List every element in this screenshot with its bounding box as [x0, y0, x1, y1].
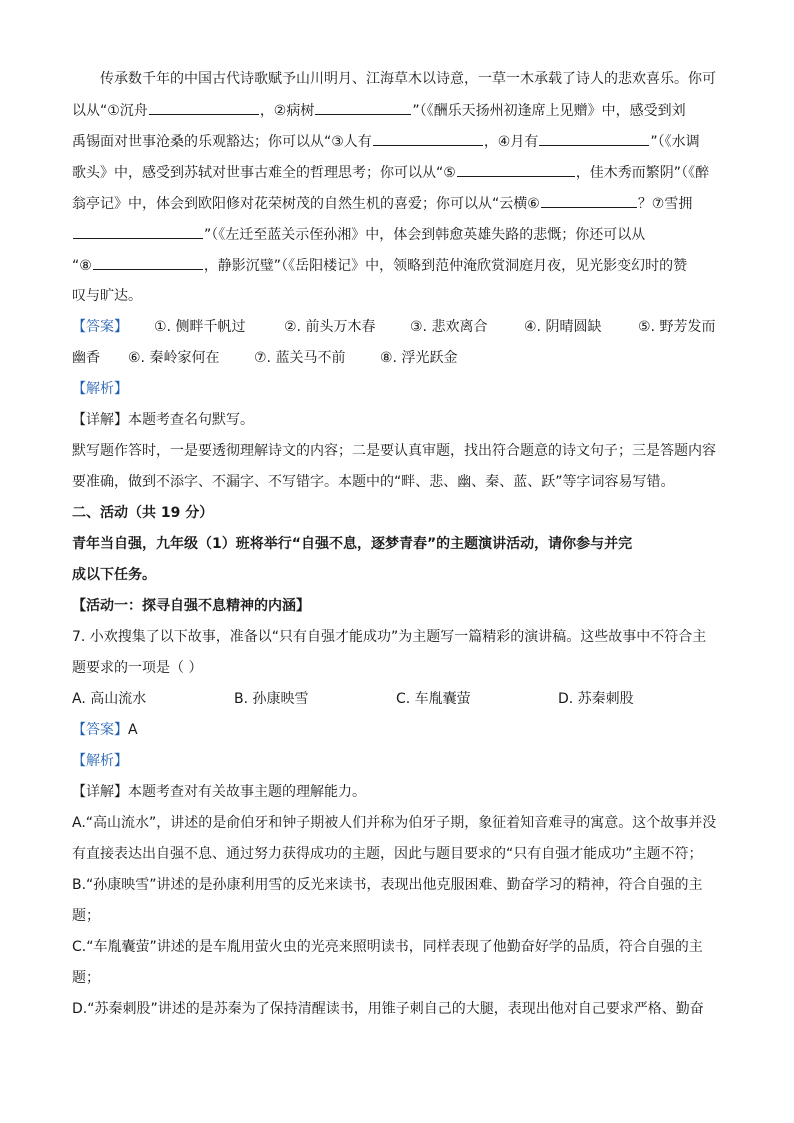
fill-blank: [315, 101, 411, 115]
option-c: C. 车胤囊萤: [396, 691, 471, 707]
activity-heading: 【活动一：探寻自强不息精神的内涵】: [72, 598, 310, 614]
answer-value: A: [128, 722, 138, 738]
text: 本题考查名句默写。: [128, 412, 254, 428]
poem-line: [72, 70, 716, 88]
text: 翁亭记》中，体会到欧阳修对花荣树茂的自然生机的喜爱；你可以从“云横⑥: [72, 196, 540, 212]
fill-blank: [149, 101, 259, 115]
paragraph-line: 有直接表达出自强不息、通过努力获得成功的主题，因此与题目要求的“只有自强才能成功”主题不符；: [72, 846, 703, 862]
text: 叹与旷达。: [72, 288, 142, 304]
analysis-tag: 【解析】: [72, 381, 128, 397]
detail-tag: 【详解】: [72, 784, 128, 800]
answer-row: [72, 318, 716, 336]
poem-line: [72, 101, 686, 119]
detail-line: [72, 411, 254, 429]
poem-line: [72, 163, 709, 181]
text: ，佳木秀而繁阴”（《醉: [575, 165, 710, 181]
paragraph-line: B.“孙康映雪”讲述的是孙康利用雪的反光来读书，表现出他克服困难、勤奋学习的精神，符合自强的主: [72, 877, 703, 893]
text: ，静影沉璧”（《岳阳楼记》中，领略到范仲淹欣赏洞庭月夜，见光影变幻时的赞: [203, 258, 688, 274]
answer-item: ①. 侧畔千帆过: [154, 319, 246, 335]
text: ”（《左迁至蓝关示侄孙湘》中，体会到韩愈英雄失路的悲慨；你还可以从: [204, 227, 646, 243]
answer-item: ②. 前头万木春: [284, 319, 376, 335]
text: 本题考查对有关故事主题的理解能力。: [128, 784, 366, 800]
paragraph-line: 题；: [72, 908, 100, 924]
answer-item: ⑤. 野芳发而: [638, 319, 716, 335]
answer-item: ⑦. 蓝关马不前: [254, 350, 346, 366]
answer-item: ③. 悲欢离合: [410, 319, 488, 335]
text: ”（《水调: [650, 134, 700, 150]
paragraph-line: C.“车胤囊萤”讲述的是车胤用萤火虫的光亮来照明读书，同样表现了他勤奋好学的品质，符合自强的主: [72, 939, 703, 955]
fill-blank: [373, 132, 483, 146]
section-intro: 青年当自强，九年级（1）班将举行“自强不息，逐梦青春”的主题演讲活动，请你参与并完: [72, 536, 633, 552]
section-heading: 二、活动（共 19 分）: [72, 505, 214, 521]
paragraph-line: A.“高山流水”，讲述的是俞伯牙和钟子期被人们并称为伯牙子期，象征着知音难寻的寓意。这个故事并没: [72, 815, 717, 831]
answer-tag: 【答案】: [72, 319, 128, 335]
answer-item: ⑥. 秦岭家何在: [128, 350, 220, 366]
analysis-tag: 【解析】: [72, 753, 128, 769]
poem-line: [72, 194, 692, 212]
answer-tag: 【答案】: [72, 722, 128, 738]
text: “⑧: [72, 258, 92, 274]
text: ，②病树: [259, 103, 315, 119]
fill-blank: [73, 225, 203, 239]
option-d: D. 苏秦刺股: [558, 691, 634, 707]
poem-line: [72, 132, 700, 150]
paragraph-line: 默写题作答时，一是要透彻理解诗文的内容；二是要认真审题，找出符合题意的诗文句子；三是答题内容: [72, 443, 716, 459]
poem-line: [72, 225, 645, 243]
answer-row: [72, 349, 458, 367]
section-intro: 成以下任务。: [72, 567, 156, 583]
paragraph-line: 要准确，做到不添字、不漏字、不写错字。本题中的“畔、悲、幽、秦、蓝、跃”等字词容易写错。: [72, 474, 675, 490]
detail-tag: 【详解】: [72, 412, 128, 428]
option-b: B. 孙康映雪: [234, 691, 309, 707]
option-a: A. 高山流水: [72, 691, 147, 707]
question-stem: 7. 小欢搜集了以下故事，准备以“只有自强才能成功”为主题写一篇精彩的演讲稿。这些故事中不符合主: [72, 629, 707, 645]
answer-row: [72, 721, 138, 739]
fill-blank: [539, 132, 649, 146]
question-stem: 题要求的一项是（ ）: [72, 660, 203, 676]
text: 禹锡面对世事沧桑的乐观豁达；你可以从“③人有: [72, 134, 372, 150]
poem-line: [72, 256, 687, 274]
answer-item: 幽香: [72, 350, 100, 366]
poem-line: [72, 287, 142, 305]
answer-item: ④. 阴晴圆缺: [524, 319, 602, 335]
text: 以从“①沉舟: [72, 103, 148, 119]
text: 传承数千年的中国古代诗歌赋予山川明月、江海草木以诗意，一草一木承载了诗人的悲欢喜乐。你可: [100, 71, 716, 87]
answer-item: ⑧. 浮光跃金: [380, 350, 458, 366]
detail-line: [72, 783, 366, 801]
text: ，④月有: [483, 134, 539, 150]
fill-blank: [457, 163, 575, 177]
paragraph-line: D.“苏秦刺股”讲述的是苏秦为了保持清醒读书，用锥子刺自己的大腿，表现出他对自己要求严格、勤奋: [72, 1001, 704, 1017]
text: 歌头》中，感受到苏轼对世事古难全的哲理思考；你可以从“⑤: [72, 165, 456, 181]
text: ？⑦雪拥: [637, 196, 693, 212]
paragraph-line: 题；: [72, 970, 100, 986]
fill-blank: [541, 194, 637, 208]
fill-blank: [93, 256, 203, 270]
text: ”（《酬乐天扬州初逢席上见赠》中，感受到刘: [412, 103, 686, 119]
